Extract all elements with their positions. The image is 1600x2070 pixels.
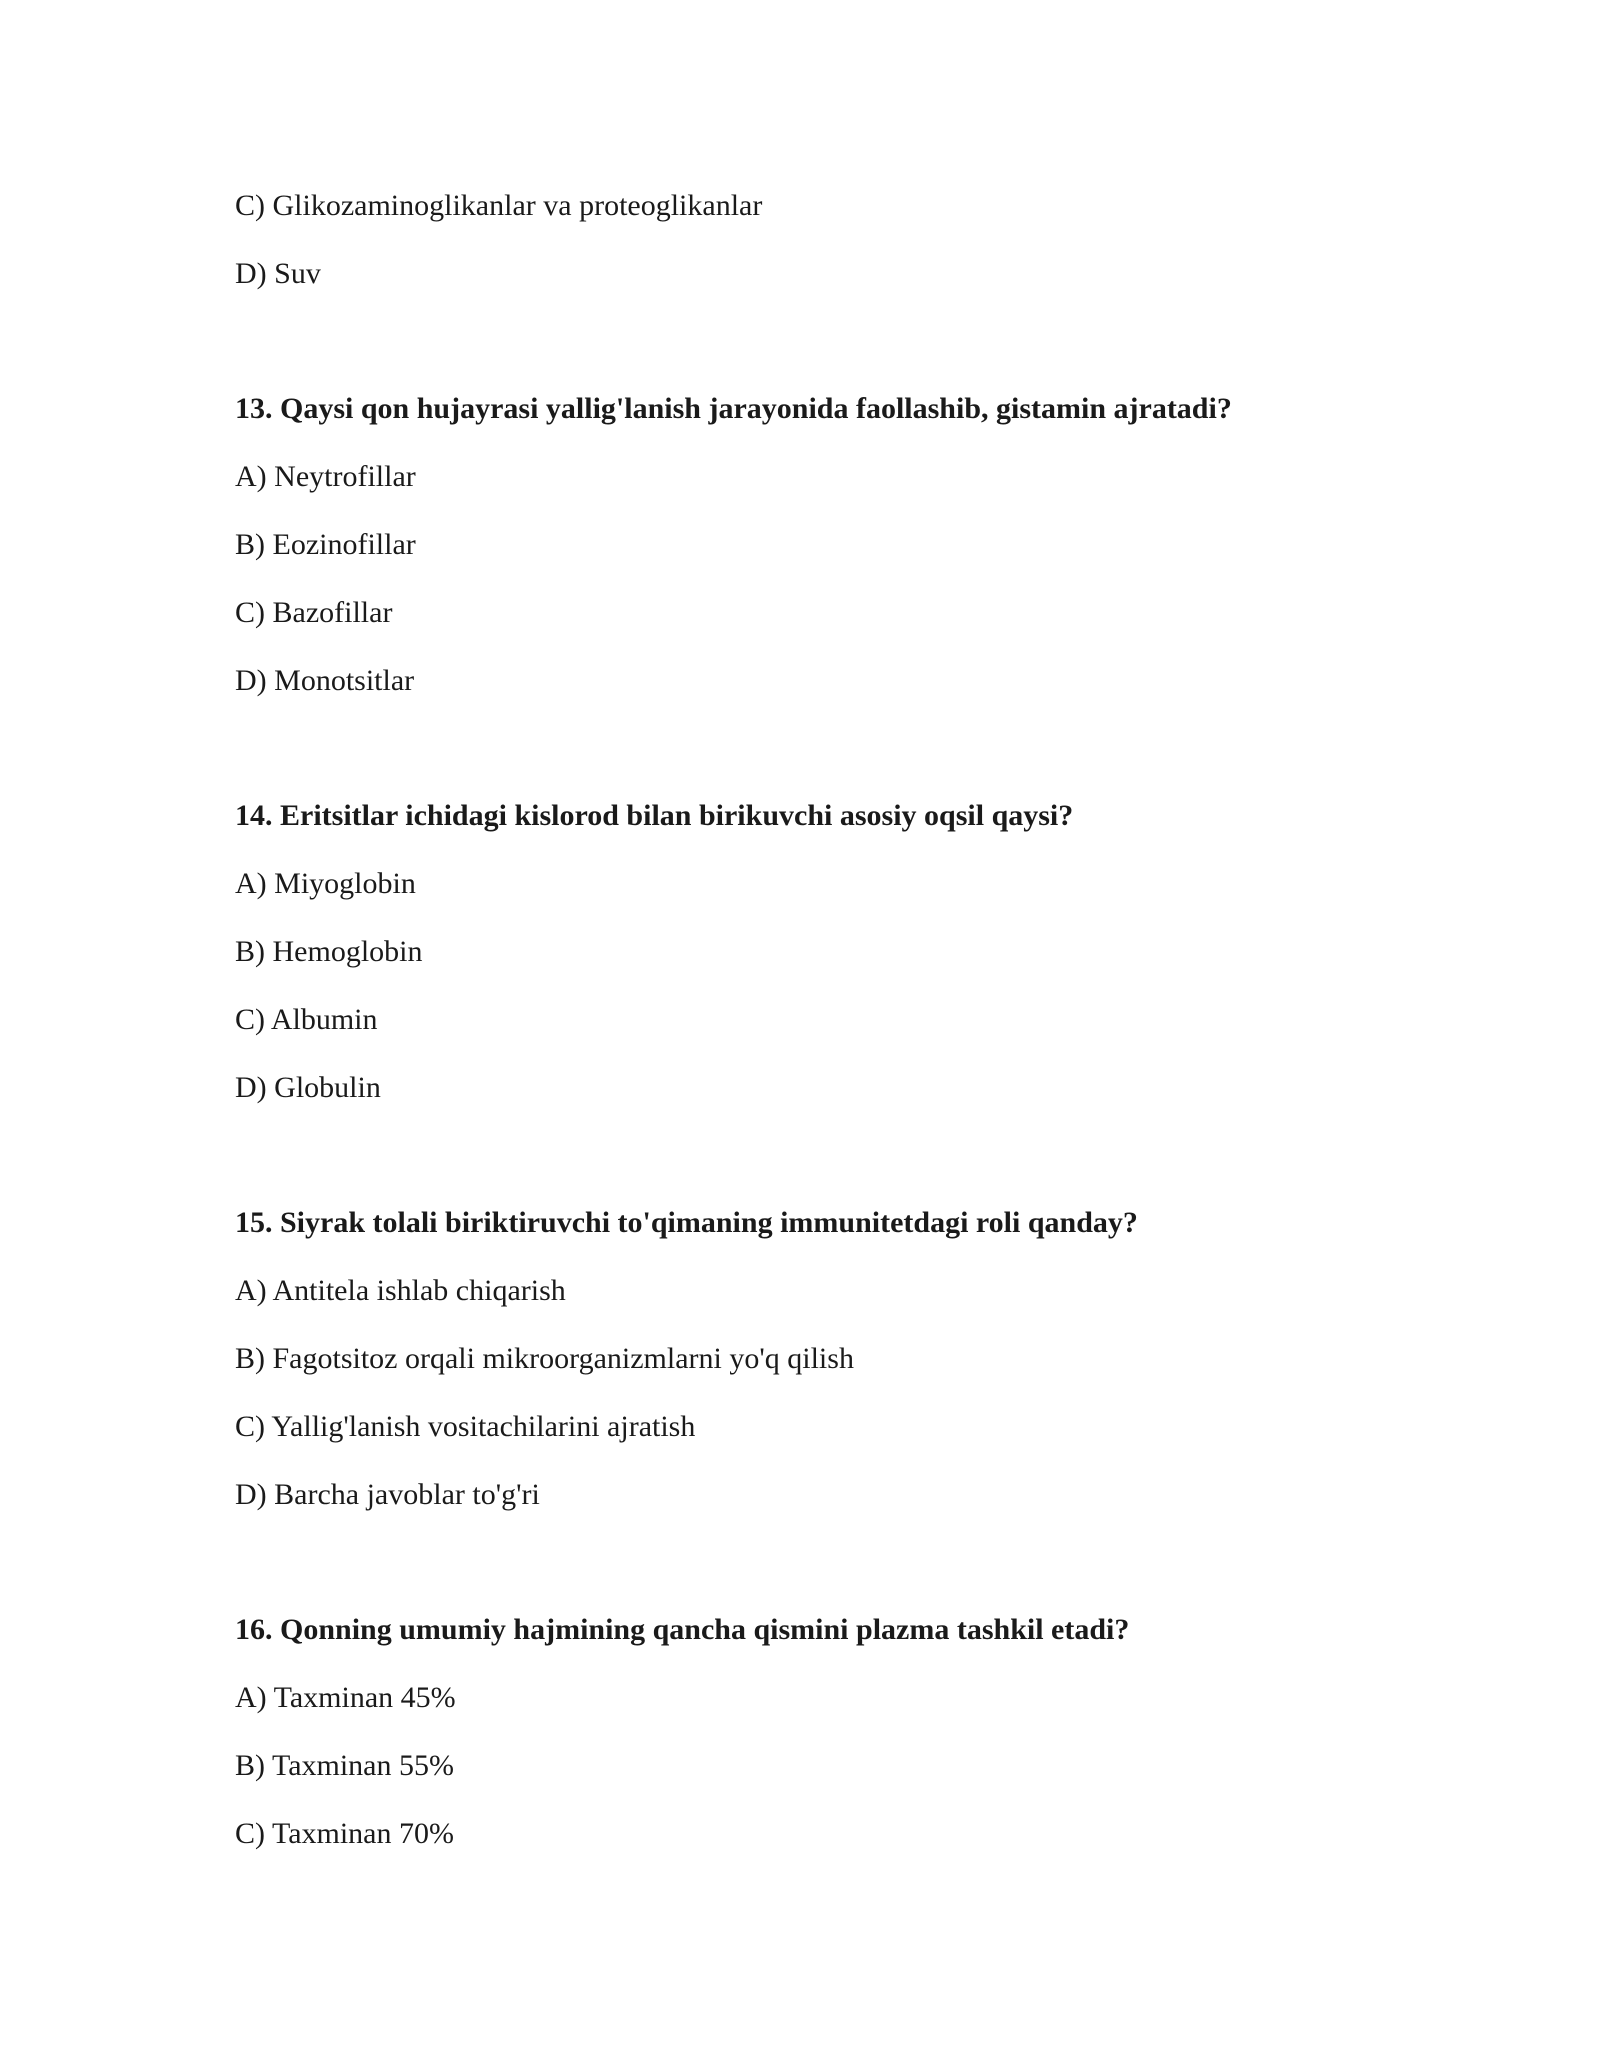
question-15-text: 15. Siyrak tolali biriktiruvchi to'qimaning immunitetdagi roli qanday? [235, 1206, 1138, 1239]
question-15-option-a: A) Antitela ishlab chiqarish [235, 1274, 566, 1307]
question-13-option-d: D) Monotsitlar [235, 664, 415, 697]
question-13-text: 13. Qaysi qon hujayrasi yallig'lanish jarayonida faollashib, gistamin ajratadi? [235, 392, 1232, 425]
option-text: D) Suv [235, 257, 321, 290]
question-14-option-b: B) Hemoglobin [235, 935, 423, 968]
question-16-option-b: B) Taxminan 55% [235, 1749, 454, 1782]
question-16-text: 16. Qonning umumiy hajmining qancha qismini plazma tashkil etadi? [235, 1613, 1130, 1646]
question-15-option-b: B) Fagotsitoz orqali mikroorganizmlarni yo'q qilish [235, 1342, 854, 1375]
question-15-option-d: D) Barcha javoblar to'g'ri [235, 1478, 540, 1511]
question-13-option-a: A) Neytrofillar [235, 460, 416, 493]
question-16-option-c: C) Taxminan 70% [235, 1817, 454, 1850]
question-16-option-a: A) Taxminan 45% [235, 1681, 456, 1714]
question-14-option-a: A) Miyoglobin [235, 867, 416, 900]
option-text: C) Glikozaminoglikanlar va proteoglikanlar [235, 189, 763, 222]
question-15-option-c: C) Yallig'lanish vositachilarini ajratish [235, 1410, 696, 1443]
question-13-option-c: C) Bazofillar [235, 596, 393, 629]
question-14-text: 14. Eritsitlar ichidagi kislorod bilan birikuvchi asosiy oqsil qaysi? [235, 799, 1074, 832]
question-14-option-d: D) Globulin [235, 1071, 381, 1104]
question-14-option-c: C) Albumin [235, 1003, 378, 1036]
question-13-option-b: B) Eozinofillar [235, 528, 416, 561]
